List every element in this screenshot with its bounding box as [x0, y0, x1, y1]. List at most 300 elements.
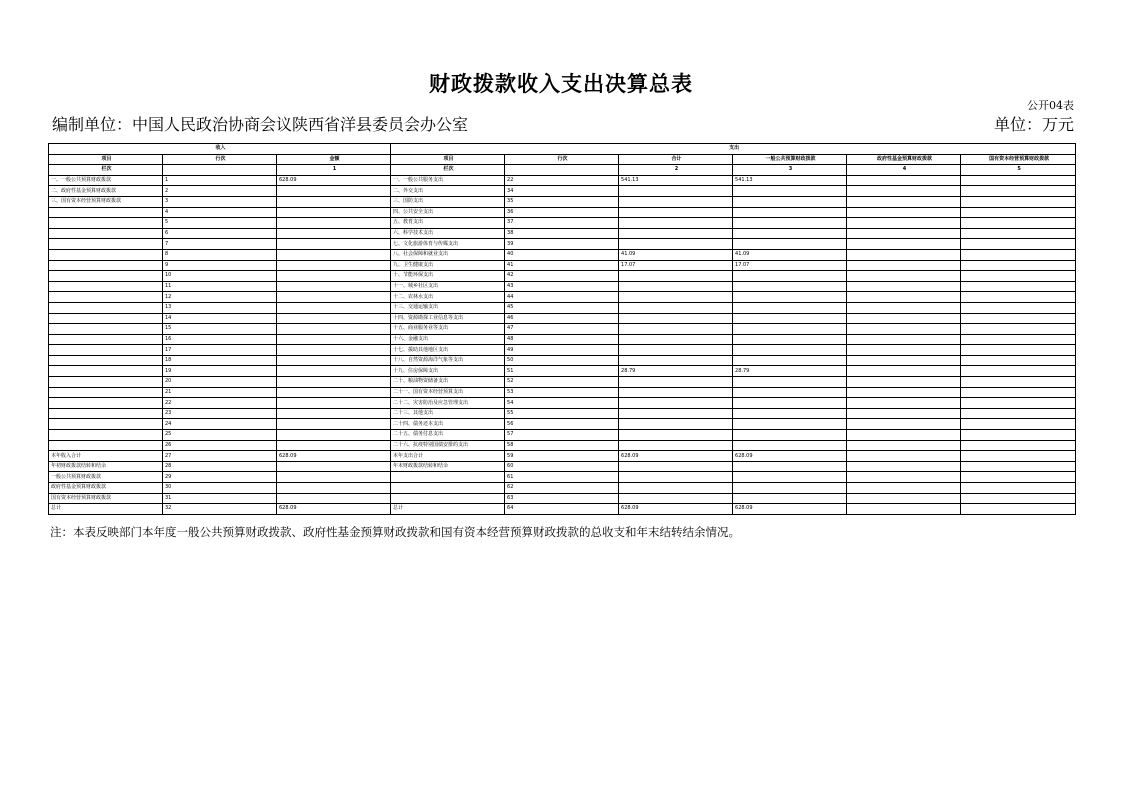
table-row [49, 504, 1076, 515]
compiling-unit: 编制单位：中国人民政治协商会议陕西省洋县委员会办公室 [52, 115, 469, 134]
table-cell: 63 [505, 493, 619, 504]
table-cell [733, 281, 847, 292]
table-cell: 35 [505, 196, 619, 207]
table-cell [277, 239, 391, 250]
table-cell [961, 355, 1076, 366]
table-cell [277, 260, 391, 271]
table-cell: 一、一般公共服务支出 [391, 175, 505, 186]
column-header: 国有资本经营预算财政拨款 [961, 154, 1076, 165]
table-cell: 二十六、抗疫特别国债安排的支出 [391, 440, 505, 451]
table-cell: 二十二、灾害防治及应急管理支出 [391, 398, 505, 409]
table-cell [961, 345, 1076, 356]
table-cell: 四、公共安全支出 [391, 207, 505, 218]
column-index-cell: 5 [961, 165, 1076, 176]
table-cell: 40 [505, 249, 619, 260]
table-cell: 62 [505, 483, 619, 494]
table-cell: 10 [163, 271, 277, 282]
table-cell: 64 [505, 504, 619, 515]
table-cell [277, 461, 391, 472]
table-cell [847, 355, 961, 366]
table-cell: 41.09 [619, 249, 733, 260]
table-cell [847, 440, 961, 451]
table-cell [49, 249, 163, 260]
table-cell: 47 [505, 324, 619, 335]
table-cell [847, 387, 961, 398]
table-cell: 十八、自然资源海洋气象等支出 [391, 355, 505, 366]
table-row [49, 196, 1076, 207]
table-row [49, 302, 1076, 313]
table-cell [619, 271, 733, 282]
table-cell [619, 302, 733, 313]
table-cell [619, 281, 733, 292]
table-row [49, 440, 1076, 451]
table-cell: 30 [163, 483, 277, 494]
table-cell: 十、节能环保支出 [391, 271, 505, 282]
table-cell [49, 387, 163, 398]
table-cell: 60 [505, 461, 619, 472]
currency-unit: 单位：万元 [993, 115, 1074, 134]
table-cell: 16 [163, 334, 277, 345]
table-cell [961, 504, 1076, 515]
table-cell: 61 [505, 472, 619, 483]
table-cell [847, 398, 961, 409]
table-cell [961, 451, 1076, 462]
table-cell: 59 [505, 451, 619, 462]
table-cell [847, 472, 961, 483]
table-cell [961, 313, 1076, 324]
table-cell [733, 483, 847, 494]
table-cell [277, 292, 391, 303]
column-header: 行次 [505, 154, 619, 165]
table-cell [733, 377, 847, 388]
table-cell [277, 366, 391, 377]
table-cell [733, 472, 847, 483]
column-header: 合计 [619, 154, 733, 165]
table-cell: 六、科学技术支出 [391, 228, 505, 239]
table-row [49, 186, 1076, 197]
table-cell [277, 196, 391, 207]
table-cell [961, 398, 1076, 409]
table-cell: 628.09 [733, 504, 847, 515]
table-cell [847, 493, 961, 504]
table-cell: 七、文化旅游体育与传媒支出 [391, 239, 505, 250]
table-cell [961, 249, 1076, 260]
table-cell: 53 [505, 387, 619, 398]
table-cell [733, 440, 847, 451]
table-cell [619, 440, 733, 451]
table-row [49, 218, 1076, 229]
table-cell [847, 281, 961, 292]
table-cell: 三、国防支出 [391, 196, 505, 207]
table-cell: 14 [163, 313, 277, 324]
table-row [49, 408, 1076, 419]
table-cell: 18 [163, 355, 277, 366]
group-header-row [49, 144, 1076, 155]
table-cell [277, 387, 391, 398]
table-cell [961, 483, 1076, 494]
table-cell: 19 [163, 366, 277, 377]
table-cell [961, 472, 1076, 483]
table-cell [49, 271, 163, 282]
table-row [49, 366, 1076, 377]
table-cell [847, 175, 961, 186]
table-cell [847, 419, 961, 430]
table-cell: 政府性基金预算财政拨款 [49, 483, 163, 494]
table-cell [961, 292, 1076, 303]
table-cell [49, 440, 163, 451]
table-cell [847, 218, 961, 229]
table-cell: 十七、援助其他地区支出 [391, 345, 505, 356]
table-cell [619, 430, 733, 441]
table-cell: 56 [505, 419, 619, 430]
table-cell [847, 408, 961, 419]
table-cell [961, 387, 1076, 398]
table-cell [49, 419, 163, 430]
table-cell [277, 249, 391, 260]
table-cell [277, 493, 391, 504]
table-cell: 20 [163, 377, 277, 388]
table-cell [847, 271, 961, 282]
column-index-cell: 3 [733, 165, 847, 176]
table-cell [961, 218, 1076, 229]
table-cell: 二十三、其他支出 [391, 408, 505, 419]
table-cell [277, 313, 391, 324]
table-cell [733, 228, 847, 239]
table-cell: 二、外交支出 [391, 186, 505, 197]
table-cell [619, 334, 733, 345]
table-cell [961, 239, 1076, 250]
table-cell [847, 239, 961, 250]
table-row [49, 483, 1076, 494]
table-cell [847, 228, 961, 239]
table-cell [619, 345, 733, 356]
table-cell [847, 207, 961, 218]
table-cell [277, 186, 391, 197]
table-cell: 628.09 [277, 451, 391, 462]
table-cell [277, 377, 391, 388]
table-cell [277, 345, 391, 356]
table-cell [277, 218, 391, 229]
table-cell: 1 [163, 175, 277, 186]
table-cell [49, 377, 163, 388]
table-row [49, 345, 1076, 356]
table-cell: 十四、资源勘探工业信息等支出 [391, 313, 505, 324]
table-cell [277, 302, 391, 313]
column-header: 金额 [277, 154, 391, 165]
table-cell: 45 [505, 302, 619, 313]
table-cell [733, 313, 847, 324]
table-cell [619, 196, 733, 207]
table-cell: 十九、住房保障支出 [391, 366, 505, 377]
column-header-row [49, 154, 1076, 165]
table-cell: 二十一、国有资本经营预算支出 [391, 387, 505, 398]
table-row [49, 313, 1076, 324]
table-cell [733, 196, 847, 207]
form-number: 公开04表 [1027, 99, 1074, 112]
table-cell: 28 [163, 461, 277, 472]
table-cell: 十六、金融支出 [391, 334, 505, 345]
table-row [49, 377, 1076, 388]
table-cell: 37 [505, 218, 619, 229]
table-cell [847, 186, 961, 197]
table-cell [49, 302, 163, 313]
table-cell: 48 [505, 334, 619, 345]
table-cell [847, 430, 961, 441]
table-cell [277, 398, 391, 409]
table-row [49, 451, 1076, 462]
table-cell [733, 408, 847, 419]
table-cell: 本年收入合计 [49, 451, 163, 462]
table-cell: 总计 [391, 504, 505, 515]
table-cell: 54 [505, 398, 619, 409]
table-cell: 24 [163, 419, 277, 430]
table-cell [49, 430, 163, 441]
table-cell [733, 207, 847, 218]
table-cell: 41 [505, 260, 619, 271]
table-cell [847, 196, 961, 207]
table-cell [619, 377, 733, 388]
table-cell [49, 408, 163, 419]
table-cell: 一般公共预算财政拨款 [49, 472, 163, 483]
table-cell [733, 292, 847, 303]
table-cell [49, 366, 163, 377]
table-cell [619, 186, 733, 197]
table-cell [733, 398, 847, 409]
table-row [49, 175, 1076, 186]
footnote: 注：本表反映部门本年度一般公共预算财政拨款、政府性基金预算财政拨款和国有资本经营预算财政拨款的总收支和年末结转结余情况。 [50, 525, 740, 539]
table-cell [961, 419, 1076, 430]
table-cell: 541.13 [733, 175, 847, 186]
table-cell: 二、政府性基金预算财政拨款 [49, 186, 163, 197]
table-cell [277, 419, 391, 430]
table-cell [961, 334, 1076, 345]
table-cell [847, 377, 961, 388]
table-cell: 28.79 [619, 366, 733, 377]
table-cell: 15 [163, 324, 277, 335]
table-cell [961, 461, 1076, 472]
table-cell [49, 292, 163, 303]
table-cell [961, 324, 1076, 335]
table-row [49, 472, 1076, 483]
column-index-cell: 4 [847, 165, 961, 176]
table-cell [847, 260, 961, 271]
table-cell: 一、一般公共预算财政拨款 [49, 175, 163, 186]
table-cell: 41.09 [733, 249, 847, 260]
table-cell: 50 [505, 355, 619, 366]
table-cell [733, 302, 847, 313]
table-cell: 52 [505, 377, 619, 388]
table-cell [847, 483, 961, 494]
table-cell [49, 345, 163, 356]
table-cell [277, 408, 391, 419]
table-cell [847, 461, 961, 472]
table-cell [733, 430, 847, 441]
table-cell: 二十、粮油物资储备支出 [391, 377, 505, 388]
income-group-header: 收入 [49, 144, 391, 155]
table-cell: 17.07 [619, 260, 733, 271]
table-row [49, 207, 1076, 218]
table-cell: 57 [505, 430, 619, 441]
table-cell [733, 419, 847, 430]
table-cell [961, 207, 1076, 218]
table-cell [277, 472, 391, 483]
table-cell: 12 [163, 292, 277, 303]
table-row [49, 355, 1076, 366]
table-cell [619, 228, 733, 239]
table-cell [277, 228, 391, 239]
table-cell: 二十五、债务付息支出 [391, 430, 505, 441]
table-cell: 十五、商业服务业等支出 [391, 324, 505, 335]
table-cell [961, 196, 1076, 207]
table-cell: 628.09 [733, 451, 847, 462]
table-cell [391, 472, 505, 483]
table-cell [733, 324, 847, 335]
table-cell [961, 366, 1076, 377]
table-cell [619, 239, 733, 250]
table-cell: 三、国有资本经营预算财政拨款 [49, 196, 163, 207]
table-cell: 年末财政拨款结转和结余 [391, 461, 505, 472]
table-cell [733, 387, 847, 398]
table-cell [277, 483, 391, 494]
table-cell [961, 493, 1076, 504]
table-cell: 43 [505, 281, 619, 292]
table-cell [277, 324, 391, 335]
table-cell [277, 281, 391, 292]
table-cell [733, 239, 847, 250]
table-cell [847, 324, 961, 335]
column-index-cell: 2 [619, 165, 733, 176]
table-cell: 25 [163, 430, 277, 441]
table-cell: 17.07 [733, 260, 847, 271]
table-cell [277, 334, 391, 345]
table-cell [847, 249, 961, 260]
table-cell: 5 [163, 218, 277, 229]
expense-group-header: 支出 [391, 144, 1076, 155]
table-cell: 本年支出合计 [391, 451, 505, 462]
table-cell: 11 [163, 281, 277, 292]
table-cell: 58 [505, 440, 619, 451]
table-cell [619, 493, 733, 504]
table-cell [961, 440, 1076, 451]
table-cell: 27 [163, 451, 277, 462]
table-row [49, 334, 1076, 345]
table-cell [391, 483, 505, 494]
table-cell [619, 419, 733, 430]
table-cell: 8 [163, 249, 277, 260]
table-cell [961, 302, 1076, 313]
table-cell: 22 [163, 398, 277, 409]
column-index-cell: 栏次 [391, 165, 505, 176]
table-cell [49, 228, 163, 239]
table-row [49, 228, 1076, 239]
table-cell [961, 260, 1076, 271]
table-cell [49, 324, 163, 335]
page-title: 财政拨款收入支出决算总表 [429, 71, 693, 96]
table-cell: 31 [163, 493, 277, 504]
table-cell: 八、社会保障和就业支出 [391, 249, 505, 260]
table-cell: 国有资本经营预算财政拨款 [49, 493, 163, 504]
table-cell [733, 186, 847, 197]
table-row [49, 387, 1076, 398]
column-index-cell [163, 165, 277, 176]
table-cell: 2 [163, 186, 277, 197]
table-cell [847, 504, 961, 515]
table-cell: 44 [505, 292, 619, 303]
table-cell: 51 [505, 366, 619, 377]
table-cell [619, 483, 733, 494]
table-cell [49, 207, 163, 218]
table-cell [49, 239, 163, 250]
table-cell [49, 355, 163, 366]
table-cell [277, 355, 391, 366]
table-cell [49, 281, 163, 292]
table-cell: 6 [163, 228, 277, 239]
table-cell [961, 175, 1076, 186]
table-cell [961, 377, 1076, 388]
table-cell [277, 430, 391, 441]
table-cell [733, 461, 847, 472]
column-header: 项目 [391, 154, 505, 165]
table-cell: 二十四、债务还本支出 [391, 419, 505, 430]
table-cell: 十二、农林水支出 [391, 292, 505, 303]
table-cell: 541.13 [619, 175, 733, 186]
table-cell [847, 313, 961, 324]
column-header: 一般公共预算财政拨款 [733, 154, 847, 165]
table-cell [619, 461, 733, 472]
table-cell [619, 398, 733, 409]
table-cell: 34 [505, 186, 619, 197]
table-cell: 29 [163, 472, 277, 483]
column-header: 项目 [49, 154, 163, 165]
table-cell [277, 207, 391, 218]
table-cell [49, 334, 163, 345]
table-cell [961, 408, 1076, 419]
budget-summary-table [48, 143, 1076, 515]
table-cell [847, 366, 961, 377]
table-cell [49, 398, 163, 409]
table-cell [733, 493, 847, 504]
column-header: 政府性基金预算财政拨款 [847, 154, 961, 165]
table-row [49, 292, 1076, 303]
column-index-cell: 1 [277, 165, 391, 176]
table-cell: 五、教育支出 [391, 218, 505, 229]
table-cell [277, 271, 391, 282]
table-cell: 13 [163, 302, 277, 313]
table-cell [847, 345, 961, 356]
table-cell [619, 292, 733, 303]
table-cell [733, 345, 847, 356]
table-cell: 55 [505, 408, 619, 419]
table-cell: 年初财政拨款结转和结余 [49, 461, 163, 472]
table-cell [733, 271, 847, 282]
table-cell: 9 [163, 260, 277, 271]
table-row [49, 249, 1076, 260]
table-cell: 23 [163, 408, 277, 419]
table-cell [961, 281, 1076, 292]
table-cell: 28.79 [733, 366, 847, 377]
table-cell [847, 451, 961, 462]
column-index-row [49, 165, 1076, 176]
table-cell: 628.09 [277, 175, 391, 186]
table-cell [619, 324, 733, 335]
table-cell [961, 430, 1076, 441]
table-row [49, 493, 1076, 504]
table-row [49, 281, 1076, 292]
table-cell: 39 [505, 239, 619, 250]
table-cell: 3 [163, 196, 277, 207]
table-row [49, 419, 1076, 430]
table-cell: 十三、交通运输支出 [391, 302, 505, 313]
